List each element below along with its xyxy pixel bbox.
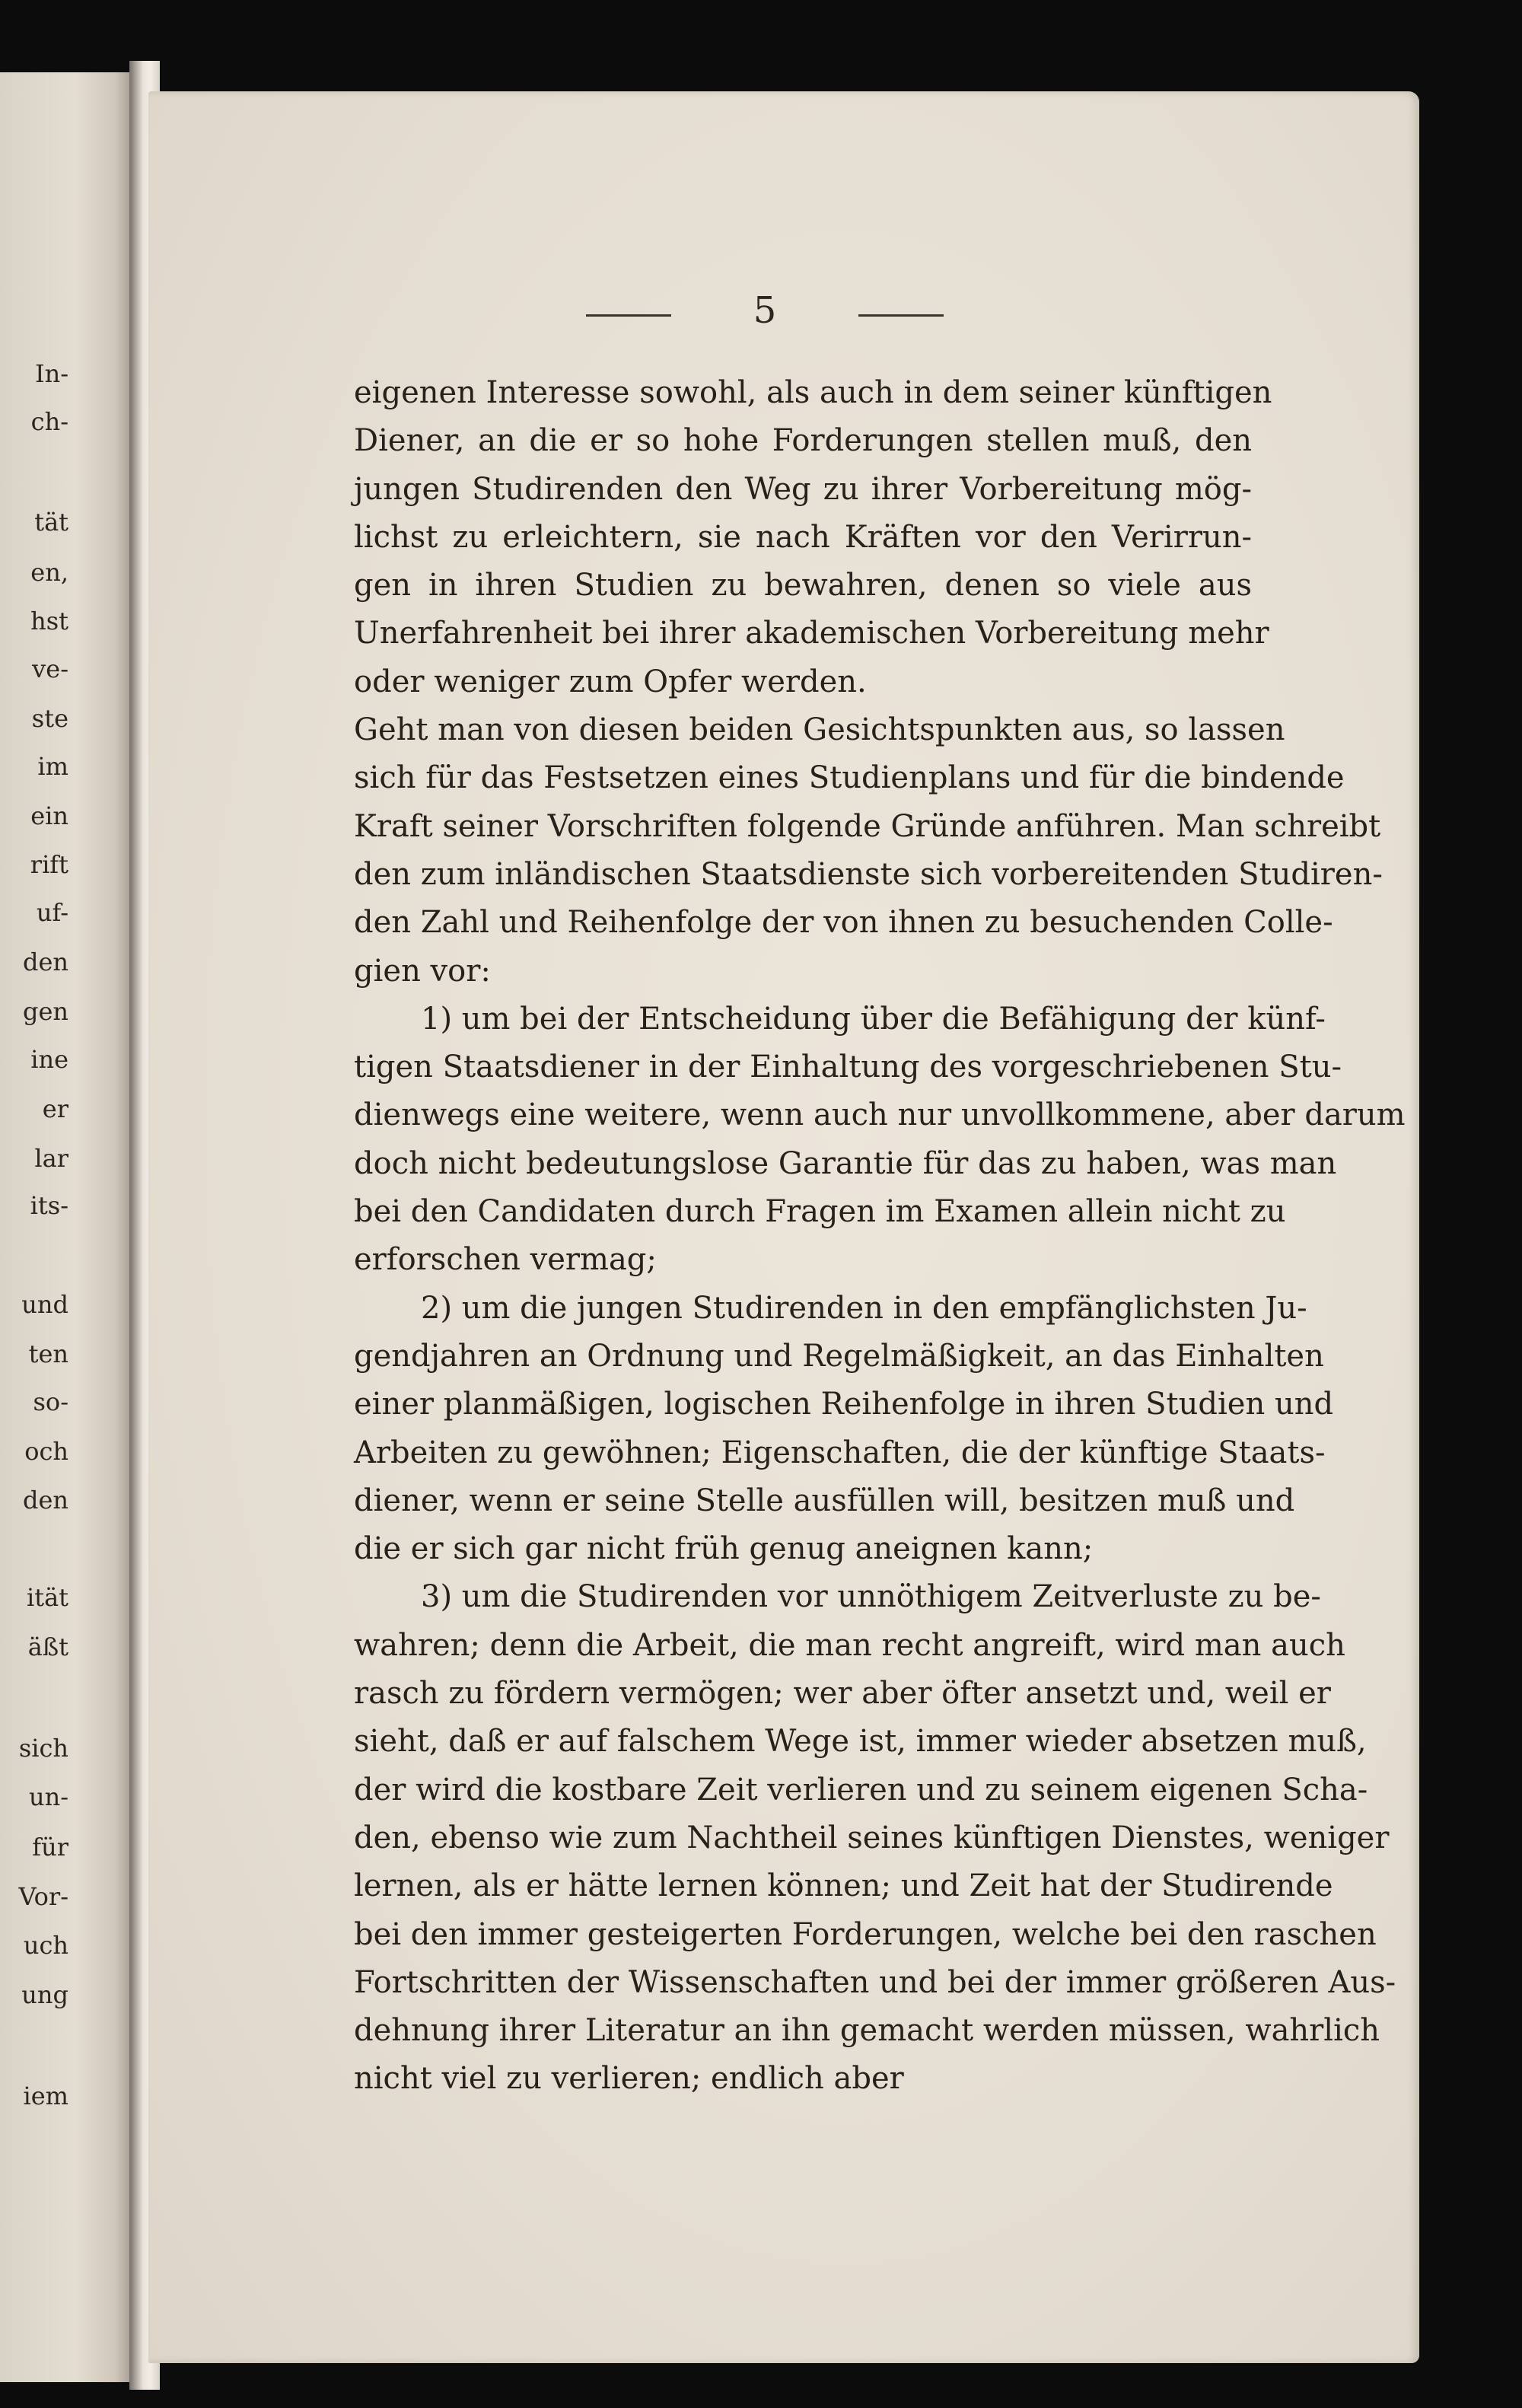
left-fragment: den (22, 948, 68, 976)
left-fragment: uch (23, 1931, 68, 1960)
left-fragment: ein (30, 801, 68, 830)
left-fragment: ten (28, 1339, 68, 1368)
left-fragment: und (21, 1290, 68, 1319)
left-fragment: och (24, 1437, 68, 1466)
left-fragment: für (32, 1833, 68, 1862)
left-fragment: lar (34, 1144, 68, 1173)
text-line: sieht, daß er auf falschem Wege ist, immer wieder absetzen muß, (354, 1724, 1367, 1760)
left-fragment: en, (30, 558, 68, 587)
left-fragment: ität (26, 1583, 68, 1612)
left-fragment: un- (28, 1782, 68, 1811)
left-fragment: rift (30, 850, 68, 879)
text-line: lichst zu erleichtern, sie nach Kräften vor den Verirrun- (354, 519, 1252, 555)
left-page-edge (0, 72, 135, 2382)
left-fragment: er (42, 1094, 68, 1123)
text-line: Geht man von diesen beiden Gesichtspunkten aus, so lassen (354, 712, 1285, 748)
left-fragment: den (22, 1486, 68, 1515)
text-line: bei den immer gesteigerten Forderungen, welche bei den raschen (354, 1916, 1377, 1952)
text-line: dienwegs eine weitere, wenn auch nur unvollkommene, aber darum (354, 1097, 1406, 1133)
left-fragment: uf- (36, 898, 68, 927)
text-line: 3) um die Studirenden vor unnöthigem Zeitverluste zu be- (421, 1579, 1321, 1615)
header-rule-right (858, 314, 944, 317)
text-line: den zum inländischen Staatsdienste sich vorbereitenden Studiren- (354, 856, 1383, 892)
text-line: Unerfahrenheit bei ihrer akademischen Vorbereitung mehr (354, 616, 1269, 651)
left-fragment: ine (30, 1045, 68, 1074)
text-line: oder weniger zum Opfer werden. (354, 664, 867, 699)
left-fragment: ste (31, 704, 68, 733)
text-line: doch nicht bedeutungslose Garantie für das zu haben, was man (354, 1145, 1337, 1181)
text-line: nicht viel zu verlieren; endlich aber (354, 2061, 904, 2097)
left-fragment: sich (18, 1734, 68, 1763)
text-line: den, ebenso wie zum Nachtheil seines künftigen Dienstes, weniger (354, 1820, 1390, 1855)
text-line: 1) um bei der Entscheidung über die Befähigung der künf- (421, 1001, 1326, 1037)
left-fragment: iem (23, 2082, 68, 2110)
text-line: bei den Candidaten durch Fragen im Examen allein nicht zu (354, 1194, 1286, 1230)
body-text (354, 369, 1406, 2104)
page-number: 5 (753, 289, 777, 332)
text-line: einer planmäßigen, logischen Reihenfolge in ihren Studien und (354, 1387, 1334, 1422)
left-fragment: äßt (27, 1632, 68, 1661)
left-fragment: its- (30, 1191, 68, 1220)
text-line: tigen Staatsdiener in der Einhaltung des vorgeschriebenen Stu- (354, 1050, 1342, 1085)
text-line: gen in ihren Studien zu bewahren, denen so viele aus (354, 568, 1252, 604)
left-fragment: gen (22, 997, 68, 1026)
left-fragment: ung (21, 1980, 68, 2009)
text-line: den Zahl und Reihenfolge der von ihnen zu besuchenden Colle- (354, 905, 1333, 941)
text-line: erforschen vermag; (354, 1242, 657, 1278)
text-line: diener, wenn er seine Stelle ausfüllen will, besitzen muß und (354, 1483, 1295, 1518)
text-line: Arbeiten zu gewöhnen; Eigenschaften, die der künftige Staats- (354, 1435, 1326, 1470)
page-header (586, 289, 944, 335)
text-line: Fortschritten der Wissenschaften und bei der immer größeren Aus- (354, 1964, 1396, 2000)
text-line: lernen, als er hätte lernen können; und Zeit hat der Studirende (354, 1868, 1333, 1904)
text-line: dehnung ihrer Literatur an ihn gemacht werden müssen, wahrlich (354, 2013, 1380, 2049)
text-line: gien vor: (354, 953, 491, 989)
text-line: Kraft seiner Vorschriften folgende Gründe anführen. Man schreibt (354, 808, 1381, 844)
left-fragment: im (37, 752, 68, 781)
text-line: wahren; denn die Arbeit, die man recht angreift, wird man auch (354, 1627, 1345, 1663)
text-line: eigenen Interesse sowohl, als auch in dem seiner künftigen (354, 375, 1272, 410)
text-line: gendjahren an Ordnung und Regelmäßigkeit, an das Einhalten (354, 1338, 1324, 1374)
text-line: Diener, an die er so hohe Forderungen stellen muß, den (354, 423, 1252, 459)
left-fragment: tät (34, 508, 68, 537)
left-fragment: ch- (30, 407, 68, 436)
left-fragment: hst (30, 607, 68, 635)
text-line: jungen Studirenden den Weg zu ihrer Vorbereitung mög- (354, 471, 1252, 507)
text-line: die er sich gar nicht früh genug aneignen kann; (354, 1531, 1094, 1567)
text-line: 2) um die jungen Studirenden in den empfänglichsten Ju- (421, 1290, 1307, 1326)
left-fragment: ve- (32, 655, 68, 683)
text-line: sich für das Festsetzen eines Studienplans und für die bindende (354, 760, 1345, 796)
text-line: der wird die kostbare Zeit verlieren und zu seinem eigenen Scha- (354, 1772, 1368, 1808)
text-line: rasch zu fördern vermögen; wer aber öfter ansetzt und, weil er (354, 1676, 1331, 1712)
left-fragment: Vor- (18, 1882, 68, 1911)
left-fragment: so- (33, 1387, 68, 1416)
left-fragment: In- (34, 359, 68, 388)
